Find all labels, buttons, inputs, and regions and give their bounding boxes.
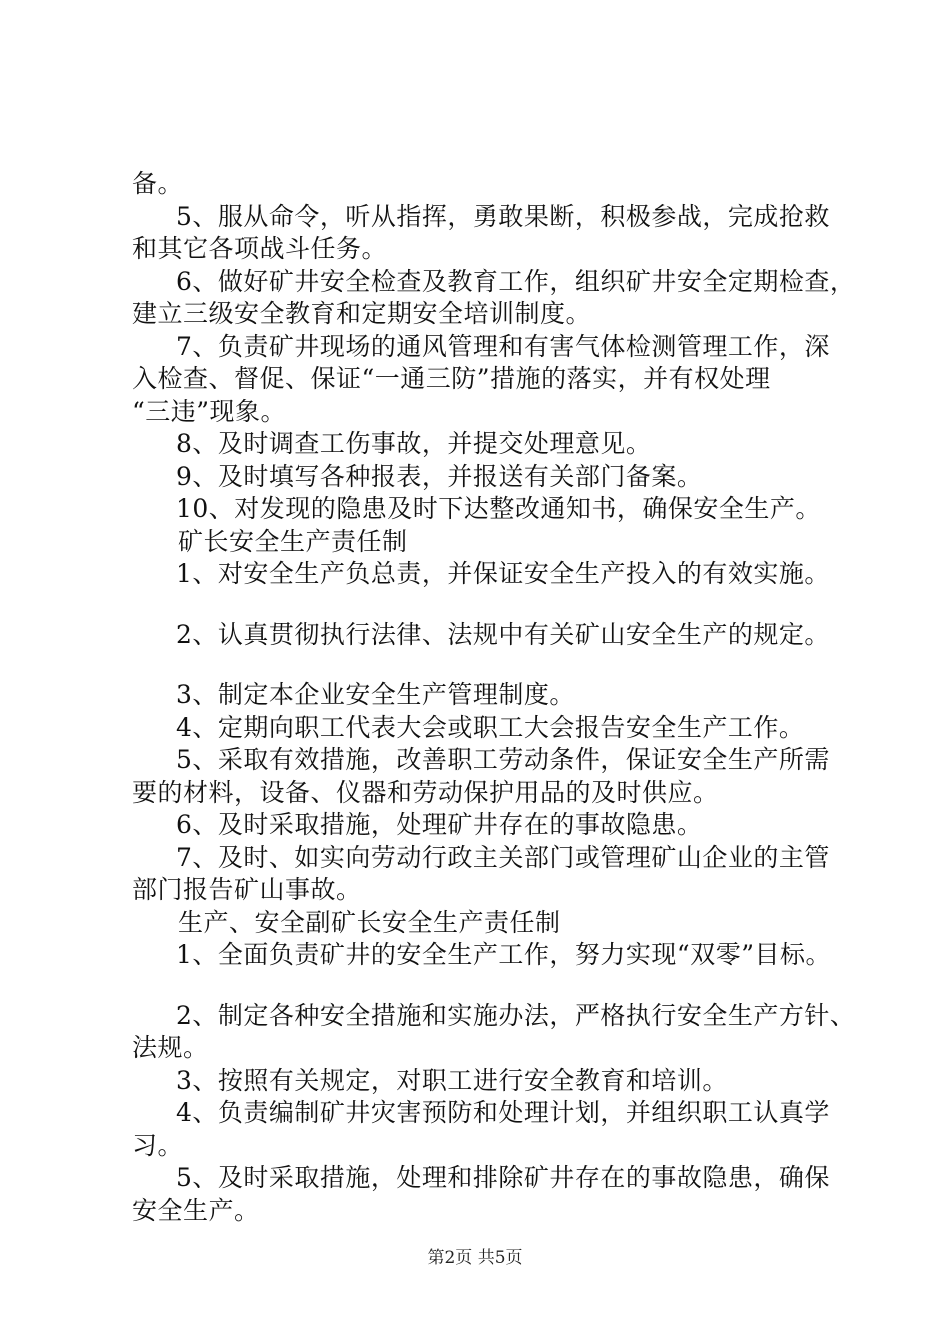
page-number-footer: 第2页 共5页 (427, 1248, 523, 1268)
paragraph-line: 3、制定本企业安全生产管理制度。 (176, 680, 575, 709)
paragraph-line: 5、采取有效措施，改善职工劳动条件，保证安全生产所需 (176, 745, 830, 774)
blank-line (132, 651, 852, 679)
paragraph-line: 安全生产。 (132, 1195, 260, 1225)
paragraph-line: 1、对安全生产负总责，并保证安全生产投入的有效实施。 (176, 559, 830, 588)
paragraph-line: 4、负责编制矿井灾害预防和处理计划，并组织职工认真学 (176, 1098, 830, 1127)
blank-line (132, 591, 852, 619)
paragraph-line: “三违”现象。 (132, 396, 287, 426)
paragraph-line: 和其它各项战斗任务。 (132, 234, 388, 263)
paragraph-line: 6、做好矿井安全检查及教育工作，组织矿井安全定期检查， (176, 266, 856, 296)
paragraph-line: 要的材料，设备、仪器和劳动保护用品的及时供应。 (132, 777, 719, 807)
paragraph-line: 入检查、督促、保证“一通三防”措施的落实，并有权处理 (132, 364, 771, 393)
paragraph-line: 5、服从命令，听从指挥，勇敢果断，积极参战，完成抢救 (176, 201, 830, 231)
paragraph-line: 6、及时采取措施，处理矿井存在的事故隐患。 (176, 810, 703, 839)
paragraph-line: 部门报告矿山事故。 (132, 875, 362, 904)
paragraph-line: 7、及时、如实向劳动行政主关部门或管理矿山企业的主管 (176, 842, 830, 872)
paragraph-line: 法规。 (132, 1033, 209, 1062)
paragraph-line: 8、及时调查工伤事故，并提交处理意见。 (176, 429, 652, 458)
paragraph-line: 建立三级安全教育和定期安全培训制度。 (132, 299, 592, 328)
section-heading: 矿长安全生产责任制 (178, 526, 408, 556)
paragraph-line: 5、及时采取措施，处理和排除矿井存在的事故隐患，确保 (176, 1163, 830, 1192)
paragraph-line: 备。 (132, 169, 184, 198)
paragraph-line: 2、制定各种安全措施和实施办法，严格执行安全生产方针、 (176, 1000, 856, 1030)
paragraph-line: 1、全面负责矿井的安全生产工作，努力实现“双零”目标。 (176, 940, 831, 969)
paragraph-line: 2、认真贯彻执行法律、法规中有关矿山安全生产的规定。 (176, 619, 830, 649)
document-body (132, 168, 856, 1227)
paragraph-line: 9、及时填写各种报表，并报送有关部门备案。 (176, 461, 703, 491)
paragraph-line: 3、按照有关规定，对职工进行安全教育和培训。 (176, 1065, 728, 1095)
paragraph-line: 4、定期向职工代表大会或职工大会报告安全生产工作。 (176, 712, 805, 742)
paragraph-line: 7、负责矿井现场的通风管理和有害气体检测管理工作，深 (176, 331, 830, 361)
blank-line (132, 972, 852, 1000)
section-heading: 生产、安全副矿长安全生产责任制 (178, 907, 561, 937)
paragraph-line: 10、对发现的隐患及时下达整改通知书，确保安全生产。 (176, 494, 821, 523)
paragraph-line: 习。 (132, 1130, 184, 1160)
